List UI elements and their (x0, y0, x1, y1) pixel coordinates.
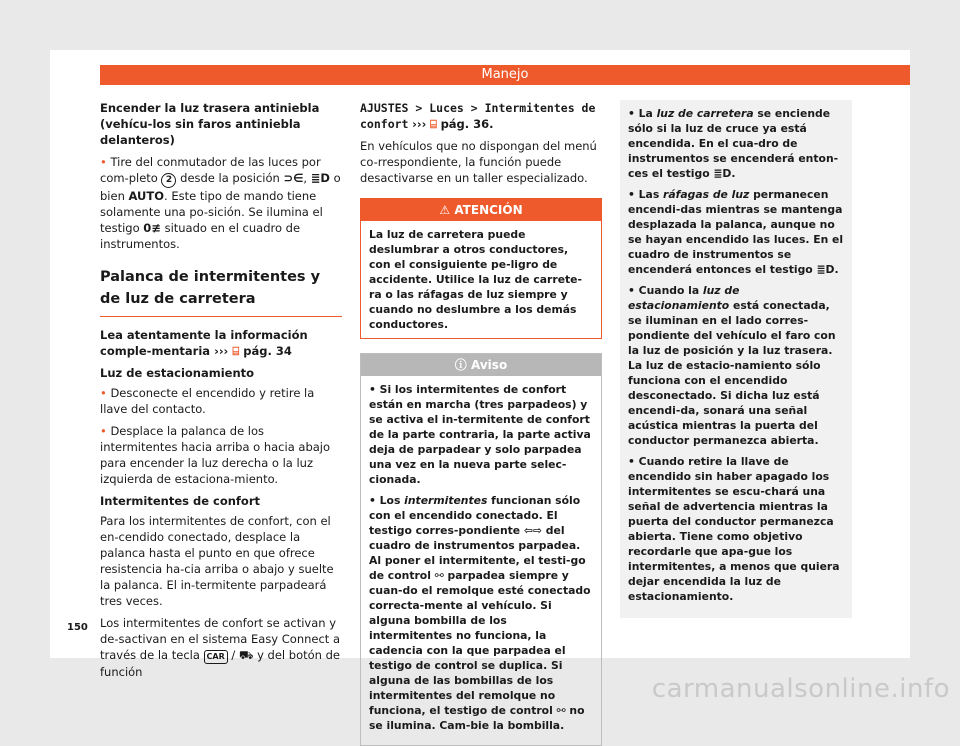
note-header: ⓘ Aviso (361, 354, 601, 376)
bullet-icon: • (100, 424, 107, 438)
watermark-logo: carmanualsonline.info (651, 674, 950, 704)
warning-triangle-icon: ⚠ (439, 203, 451, 217)
rear-fog-light-icon: 0≢ (143, 221, 161, 235)
warning-box (360, 198, 602, 339)
book-icon: ⌸ (430, 117, 437, 131)
column-right (620, 100, 852, 618)
cross-ref-link[interactable]: pág. 36. (440, 117, 494, 131)
trailer-indicator-icon: ⚯ (434, 569, 444, 582)
low-beam-icon: ≣D (310, 171, 330, 185)
info-icon: ⓘ (454, 358, 467, 372)
list-item: • Los intermitentes funcionan sólo con el encendido conectado. El testigo corres-pondiente ⇦⇨ del cuadro de instrumentos parpadea. Al poner el intermitente, el testi-go de control ⚯ parpadea siempre y cuan-do el remolque esté conectado correcta-mente al vehículo. Si alguna bombilla de los intermitentes no funciona, la cadencia con la que parpadea el testigo de control se duplica. Si alguna de las bombillas de los intermitentes del remolque no funciona, el testigo de control ⚯ no se ilumina. Cam-bie la bombilla. (369, 494, 591, 732)
side-light-icon: ⊃∈ (283, 171, 304, 185)
menu-path: AJUSTES > Luces > Intermitentes de confort ››› ⌸ pág. 36. (360, 101, 596, 131)
warning-body: La luz de carretera puede deslumbrar a otros conductores, con el consiguiente pe-ligro de accidente. Utilice la luz de carrete-ra o las ráfagas de luz siempre y cuando no deslumbre a los demás conductores. (369, 228, 582, 331)
callout-number: 2 (161, 173, 176, 188)
workshop-paragraph: En vehículos que no dispongan del menú co-rrespondiente, la función puede desactivarse en un taller especializado. (360, 139, 597, 185)
list-item: • Cuando retire la llave de encendido sin haber apagado los intermitentes se escu-chará una señal de advertencia mientras la puerta del conductor permanezca abierta. Tiene como objetivo recordarle que apa-gue los intermitentes, a menos que quiera dejar encendida la luz de estacionamiento. (628, 455, 840, 603)
high-beam-icon: ≣D (713, 167, 732, 180)
parking-light-title: Luz de estacionamiento (100, 366, 255, 380)
comfort-paragraph-1: Para los intermitentes de confort, con el en-cendido conectado, desplace la palanca hasta el punto en que ofrece resistencia ha-cia arriba o abajo y suelte la palanca. El in-termitente parpadeará tres veces. (100, 514, 334, 608)
warning-header: ⚠ ATENCIÓN (361, 199, 601, 221)
turn-signal-indicator-icon: ⇦⇨ (523, 524, 542, 537)
list-item: • Las ráfagas de luz permanecen encendi-das mientras se mantenga desplazada la palanca, aunque no se hayan encendido las luces. En el cuadro de instrumentos se encenderá entonces el testigo ≣D. (628, 188, 844, 276)
list-item: • La luz de carretera se enciende sólo si la luz de cruce ya está encendida. En el cua-dro de instrumentos se encenderá enton-ces el testigo ≣D. (628, 107, 839, 180)
car-key-icon: CAR (204, 650, 228, 664)
list-item: • Desconecte el encendido y retire la llave del contacto. (100, 386, 315, 416)
page-number: 150 (67, 622, 88, 633)
list-item: • Cuando la luz de estacionamiento está conectada, se iluminan en el lado corres-pondiente del vehículo el faro con la luz de posición y la luz trasera. La luz de estacio-namiento sólo funciona con el encendido desconectado. Si dicha luz está encendi-da, sonará una señal acústica mientras la puerta del conductor permanezca abierta. (628, 284, 836, 447)
comfort-paragraph-2: Los intermitentes de confort se activan y de-sactivan en el sistema Easy Connect a través de la tecla CAR / ⛟ y del botón de función (100, 616, 341, 679)
trailer-indicator-icon: ⚯ (556, 704, 566, 717)
list-item: • Si los intermitentes de confort están en marcha (tres parpadeos) y se activa el in-termitente de confort de la parte contraria, la parte activa deja de parpadear y solo parpadea una vez en la nueva parte selec-cionada. (369, 383, 591, 486)
high-beam-icon: ≣D (816, 263, 835, 276)
note-body (361, 376, 601, 745)
book-icon: ⌸ (232, 344, 240, 358)
comfort-indicators-title: Intermitentes de confort (100, 494, 261, 508)
chapter-header: Manejo (100, 65, 910, 85)
section-title: Palanca de intermitentes y de luz de carretera (100, 266, 342, 317)
list-item: • Desplace la palanca de los intermitentes hacia arriba o hacia abajo para encender la luz derecha o la luz izquierda de estaciona-miento. (100, 424, 331, 486)
car-menu-icon: ⛟ (238, 648, 254, 662)
column-middle (360, 100, 602, 746)
rear-fog-heading: Encender la luz trasera antiniebla (vehícu-los sin faros antiniebla delanteros) (100, 101, 320, 147)
cross-ref-link[interactable]: pág. 34 (243, 344, 292, 358)
cross-ref-arrow: ››› (214, 344, 229, 358)
column-left (100, 100, 342, 686)
read-info: Lea atentamente la información comple-mentaria ››› ⌸ pág. 34 (100, 328, 308, 358)
rear-fog-bullet: • Tire del conmutador de las luces por com-pleto 2 desde la posición ⊃∈, ≣D o bien AUTO. Este tipo de mando tiene solamente una po-sición. Se ilumina el testigo 0≢ situado en el cuadro de instrumentos. (100, 155, 341, 251)
bullet-icon: • (100, 155, 107, 169)
note-box (360, 353, 602, 746)
cross-ref-arrow: ››› (412, 117, 427, 131)
auto-symbol: AUTO (128, 189, 165, 203)
bullet-icon: • (100, 386, 107, 400)
info-box (620, 100, 852, 618)
